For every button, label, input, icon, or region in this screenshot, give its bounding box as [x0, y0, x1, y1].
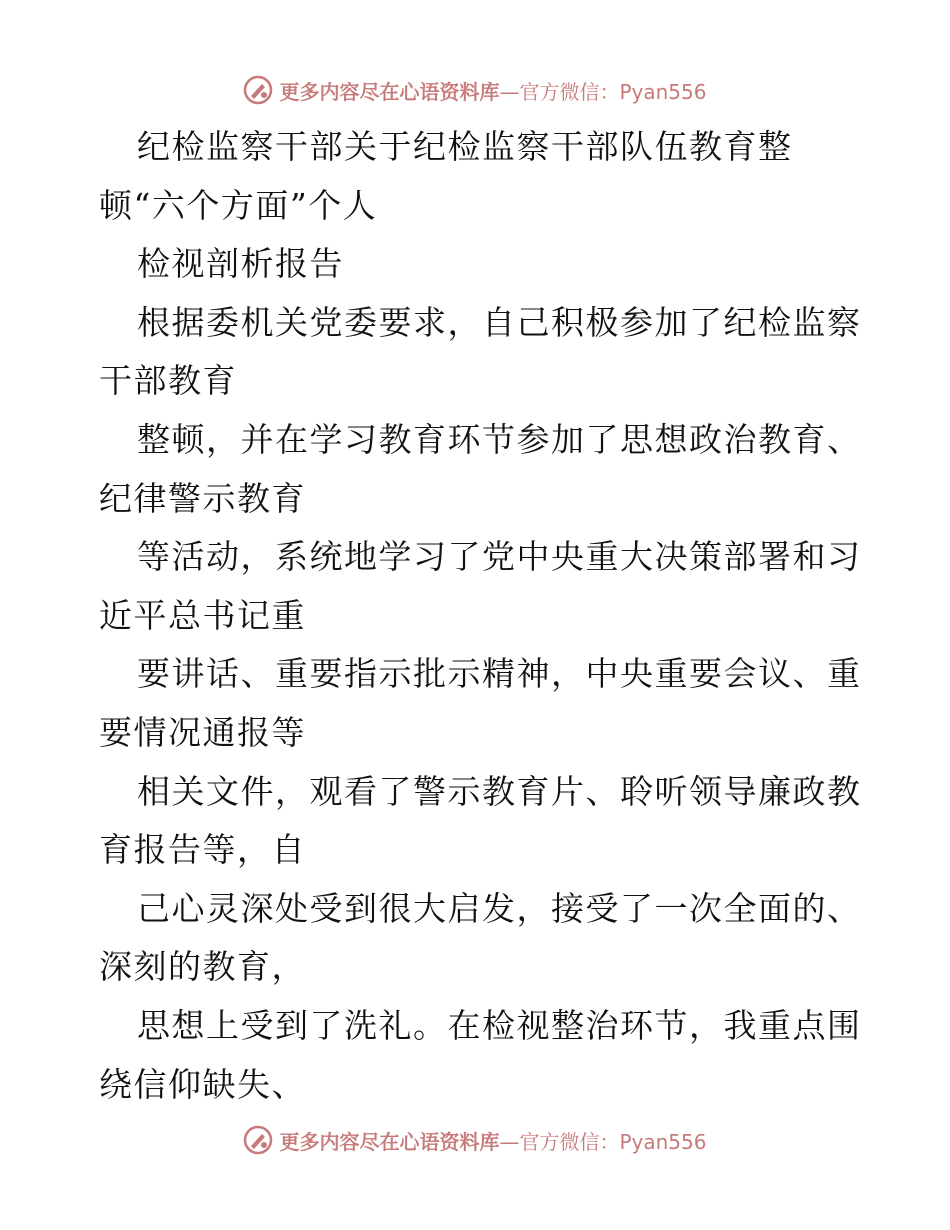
- pen-logo-icon: [243, 1125, 273, 1155]
- document-line: 要情况通报等: [99, 712, 306, 752]
- document-body: [99, 118, 862, 1114]
- document-line: 整顿，并在学习教育环节参加了思想政治教育、: [137, 419, 862, 459]
- document-line: 育报告等，自: [99, 830, 306, 870]
- watermark-tail: —官方微信：Pyan556: [499, 1129, 707, 1154]
- watermark-tail: —官方微信：Pyan556: [499, 79, 707, 104]
- document-line: 要讲话、重要指示批示精神，中央重要会议、重: [137, 654, 862, 694]
- header-watermark: [0, 70, 950, 110]
- document-line: 纪律警示教育: [99, 478, 306, 518]
- document-line: 相关文件，观看了警示教育片、聆听领导廉政教: [137, 771, 862, 811]
- document-line: 等活动，系统地学习了党中央重大决策部署和习: [137, 537, 862, 577]
- document-line: 检视剖析报告: [137, 244, 344, 284]
- footer-watermark: [0, 1120, 950, 1160]
- document-line: 深刻的教育，: [99, 947, 306, 987]
- document-line: 绕信仰缺失、: [99, 1064, 306, 1104]
- watermark-main: 更多内容尽在心语资料库: [279, 79, 500, 104]
- watermark-main: 更多内容尽在心语资料库: [279, 1129, 500, 1154]
- watermark-text: [279, 76, 706, 105]
- document-line: 己心灵深处受到很大启发，接受了一次全面的、: [137, 888, 862, 928]
- document-line: 根据委机关党委要求，自己积极参加了纪检监察: [137, 302, 862, 342]
- pen-logo-icon: [243, 75, 273, 105]
- document-line: 近平总书记重: [99, 595, 306, 635]
- document-line: 纪检监察干部关于纪检监察干部队伍教育整: [137, 127, 793, 166]
- document-line: 顿“六个方面”个人: [99, 185, 378, 225]
- watermark-text: [279, 1126, 706, 1155]
- document-line: 思想上受到了洗礼。在检视整治环节，我重点围: [137, 1005, 862, 1045]
- document-line: 干部教育: [99, 361, 237, 401]
